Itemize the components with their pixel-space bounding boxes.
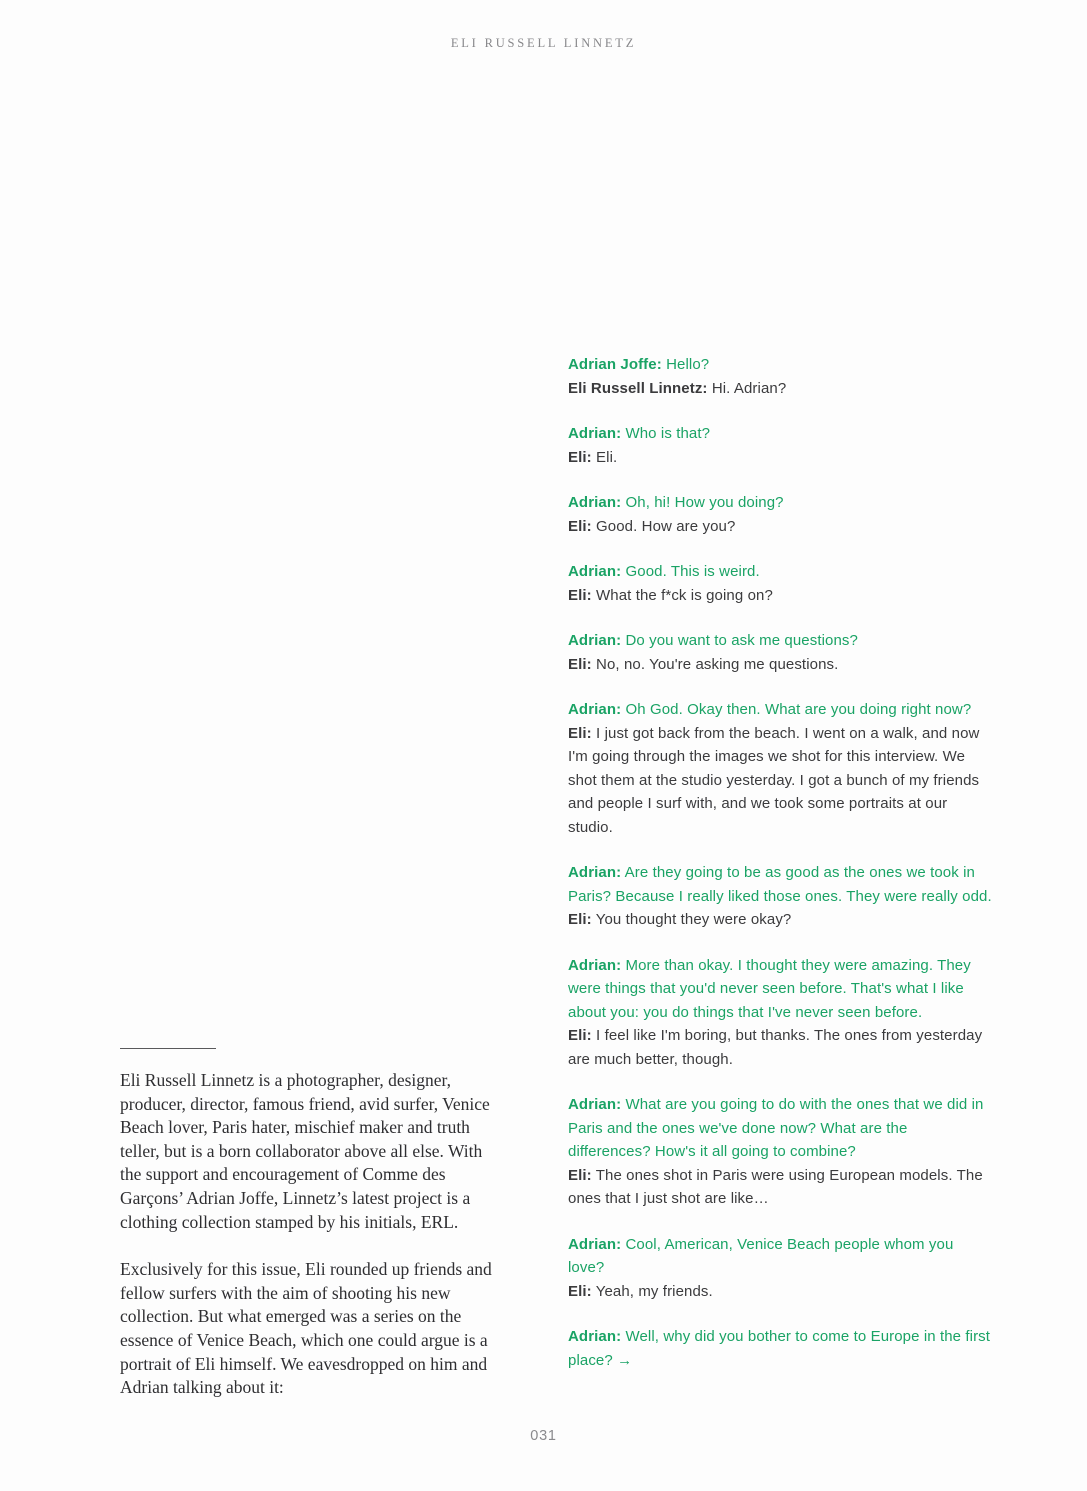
dialogue-line-adrian (568, 491, 992, 515)
speaker-name: Eli: (568, 724, 592, 742)
dialogue-line-adrian (568, 1093, 992, 1164)
speech-text: Who is that? (625, 425, 711, 442)
speech-text: Are they going to be as good as the ones we took in Paris? Because I really liked those ones. They were really odd. (568, 864, 992, 905)
speaker-name: Adrian: (568, 425, 622, 442)
interview-exchange (568, 353, 992, 400)
dialogue-line-adrian (568, 1325, 992, 1372)
dialogue-line-adrian (568, 1233, 992, 1280)
speech-text: The ones shot in Paris were using European models. The ones that I just shot are like… (568, 1166, 983, 1207)
speaker-name: Adrian: (568, 494, 622, 511)
speech-text: Eli. (596, 448, 618, 466)
speech-text: No, no. You're asking me questions. (596, 655, 839, 673)
speech-text: You thought they were okay? (595, 911, 792, 928)
interview-exchange (568, 560, 992, 607)
speech-text: Yeah, my friends. (595, 1282, 713, 1300)
speaker-name: Adrian: (568, 1096, 622, 1113)
speech-text: Oh, hi! How you doing? (625, 494, 784, 511)
page-number: 031 (530, 1428, 557, 1444)
speech-text: Good. This is weird. (625, 563, 760, 580)
continued-arrow-icon: → (617, 1351, 633, 1369)
speech-text: What are you going to do with the ones that we did in Paris and the ones we've done now? What are the differences? How's it all going to combine? (568, 1096, 984, 1160)
interview-exchange (568, 954, 992, 1072)
speech-text: I feel like I'm boring, but thanks. The ones from yesterday are much better, though. (568, 1027, 983, 1068)
dialogue-line-adrian (568, 861, 992, 908)
speech-text: More than okay. I thought they were amazing. They were things that you'd never seen before. That's what I like about you: you do things that I've never seen before. (568, 956, 971, 1021)
dialogue-line-adrian (568, 353, 992, 377)
speech-text: Good. How are you? (596, 517, 736, 535)
speaker-name: Adrian: (568, 632, 622, 649)
interview-exchange (568, 861, 992, 932)
speech-text: I just got back from the beach. I went on a walk, and now I'm going through the images we shot for this interview. We shot them at the studio yesterday. I got a bunch of my friends and people I surf with, and we took some portraits at our studio. (568, 724, 980, 836)
interview-exchange (568, 1233, 992, 1304)
speech-text: Hi. Adrian? (711, 379, 787, 397)
speaker-name: Adrian: (568, 864, 622, 881)
intro-paragraph: Exclusively for this issue, Eli rounded up friends and fellow surfers with the aim of shooting his new collection. But what emerged was a series on the essence of Venice Beach, which one could argue is a portrait of Eli himself. We eavesdropped on him and Adrian talking about it: (120, 1259, 492, 1398)
speaker-name: Eli: (568, 1166, 592, 1184)
interview-exchange (568, 698, 992, 839)
speaker-name: Adrian: (568, 563, 622, 580)
speaker-name: Eli: (568, 1282, 592, 1300)
interview-exchange (568, 1093, 992, 1211)
speaker-name: Eli: (568, 655, 592, 673)
speech-text: What the f*ck is going on? (596, 586, 773, 604)
interview-exchange (568, 629, 992, 676)
speaker-name: Eli: (568, 911, 592, 928)
divider-rule (120, 1048, 216, 1049)
speaker-name: Adrian: (568, 956, 622, 974)
intro-column (120, 1048, 500, 1400)
interview-column (568, 353, 992, 1394)
speech-text: Well, why did you bother to come to Europe in the first place? (568, 1328, 991, 1369)
interview-exchange (568, 491, 992, 538)
dialogue-line-adrian (568, 629, 992, 653)
interview-exchange (568, 1325, 992, 1372)
speech-text: Cool, American, Venice Beach people whom you love? (568, 1235, 954, 1276)
intro-paragraph: Eli Russell Linnetz is a photographer, designer, producer, director, famous friend, avid surfer, Venice Beach lover, Paris hater, mischief maker and truth teller, but is a born collaborator above all else. With the support and encouragement of Comme des Garçons’ Adrian Joffe, Linnetz’s latest project is a clothing collection stamped by his initials, ERL. (120, 1070, 490, 1232)
speaker-name: Adrian: (568, 1235, 622, 1253)
dialogue-line-eli (568, 515, 992, 539)
dialogue-line-adrian (568, 422, 992, 446)
speaker-name: Eli: (568, 1027, 592, 1044)
dialogue-line-eli (568, 446, 992, 470)
dialogue-line-adrian (568, 698, 992, 722)
speech-text: Do you want to ask me questions? (625, 632, 858, 649)
dialogue-line-eli (568, 1280, 992, 1304)
dialogue-line-eli (568, 1164, 992, 1211)
speaker-name: Eli Russell Linnetz: (568, 379, 708, 397)
dialogue-line-eli (568, 584, 992, 608)
speech-text: Oh God. Okay then. What are you doing right now? (625, 701, 972, 718)
dialogue-line-eli (568, 377, 992, 401)
dialogue-line-eli (568, 722, 992, 840)
dialogue-line-adrian (568, 954, 992, 1025)
dialogue-line-eli (568, 1024, 992, 1071)
speaker-name: Adrian: (568, 1328, 622, 1345)
speaker-name: Adrian: (568, 701, 622, 718)
speaker-name: Eli: (568, 448, 592, 466)
speaker-name: Adrian Joffe: (568, 356, 662, 373)
dialogue-line-eli (568, 908, 992, 932)
dialogue-line-adrian (568, 560, 992, 584)
speech-text: Hello? (666, 356, 710, 373)
interview-exchange (568, 422, 992, 469)
running-head-title: ELI RUSSELL LINNETZ (450, 36, 637, 50)
dialogue-line-eli (568, 653, 992, 677)
speaker-name: Eli: (568, 517, 592, 535)
speaker-name: Eli: (568, 586, 592, 604)
